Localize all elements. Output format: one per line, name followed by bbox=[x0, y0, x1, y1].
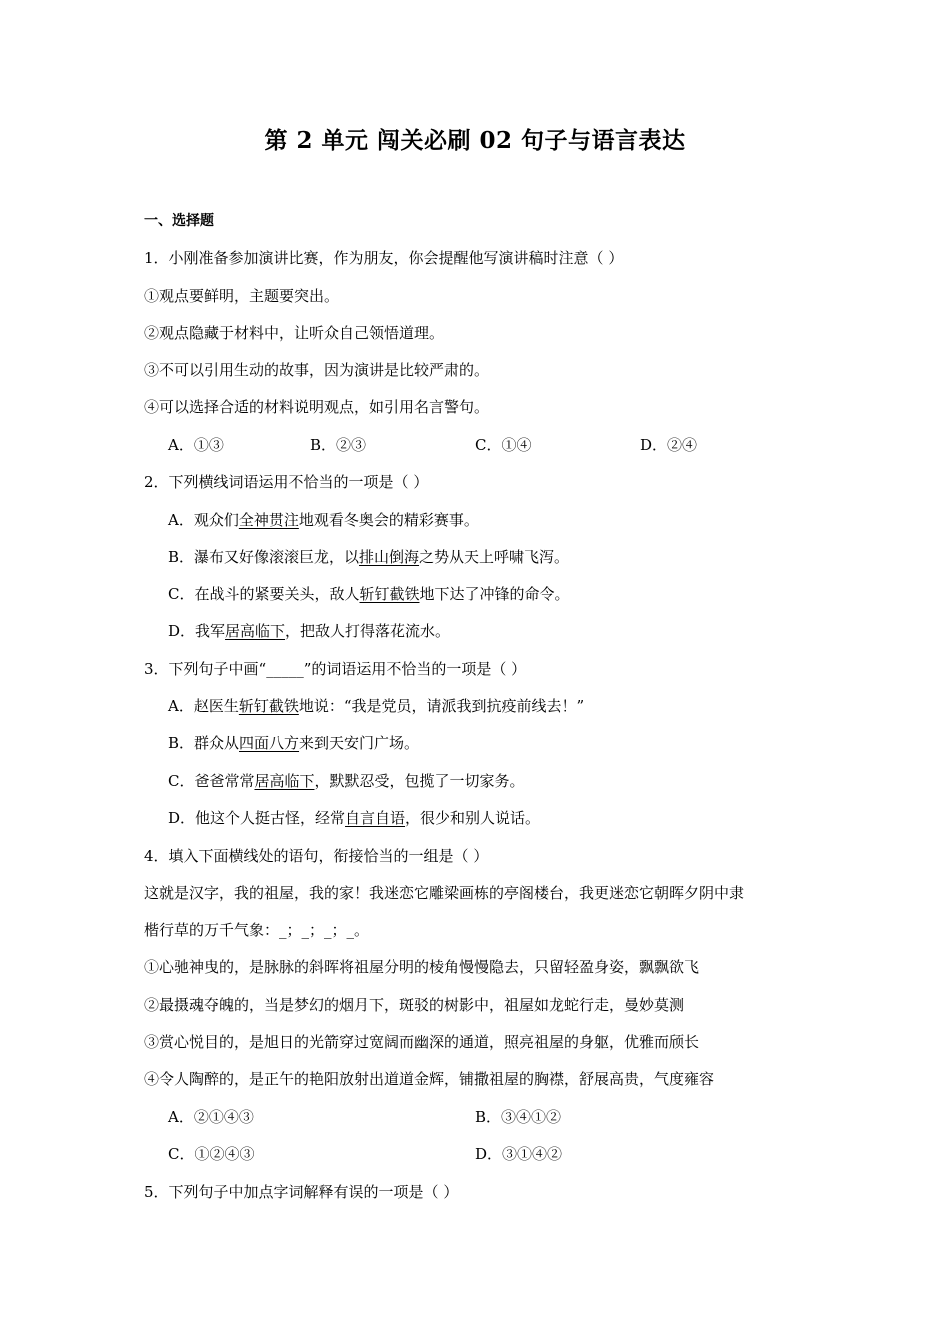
question-4-passage-line-2: 楷行草的万千气象：_；_；_；_。 bbox=[144, 921, 370, 939]
option-text: B．瀑布又好像滚滚巨龙，以 bbox=[168, 548, 360, 566]
question-1-item-3: ③不可以引用生动的故事，因为演讲是比较严肃的。 bbox=[144, 361, 490, 379]
question-4-option-c: C．①②④③ bbox=[168, 1145, 255, 1163]
option-text: 来到天安门广场。 bbox=[299, 734, 420, 752]
question-4-item-4: ④令人陶醉的，是正午的艳阳放射出道道金辉，铺撒祖屋的胸襟，舒展高贵，气度雍容 bbox=[144, 1070, 715, 1088]
question-1-option-a: A．①③ bbox=[168, 436, 224, 454]
question-3-stem: 3．下列句子中画“_____”的词语运用不恰当的一项是（ ） bbox=[144, 660, 527, 678]
option-text: 地下达了冲锋的命令。 bbox=[419, 585, 570, 603]
underlined-phrase: 四面八方 bbox=[239, 734, 300, 752]
question-1-item-1: ①观点要鲜明，主题要突出。 bbox=[144, 287, 340, 305]
underlined-phrase: 斩钉截铁 bbox=[359, 585, 420, 603]
underlined-phrase: 排山倒海 bbox=[359, 548, 420, 566]
option-text: 地说：“我是党员，请派我到抗疫前线去！” bbox=[298, 697, 585, 715]
page-title: 第 2 单元 闯关必刷 02 句子与语言表达 bbox=[264, 127, 686, 154]
question-2-option-d bbox=[168, 621, 450, 641]
option-text: ，把敌人打得落花流水。 bbox=[285, 622, 451, 640]
underlined-phrase: 居高临下 bbox=[254, 772, 315, 790]
question-4-item-1: ①心驰神曳的，是脉脉的斜晖将祖屋分明的棱角慢慢隐去，只留轻盈身姿，飘飘欲飞 bbox=[144, 958, 700, 976]
option-text: 地观看冬奥会的精彩赛事。 bbox=[298, 511, 479, 529]
question-4-stem: 4．填入下面横线处的语句，衔接恰当的一组是（ ） bbox=[144, 847, 489, 865]
question-2-stem: 2．下列横线词语运用不恰当的一项是（ ） bbox=[144, 473, 429, 491]
underlined-phrase: 斩钉截铁 bbox=[238, 697, 299, 715]
option-text: ，默默忍受，包揽了一切家务。 bbox=[314, 772, 525, 790]
underlined-phrase: 自言自语 bbox=[345, 809, 406, 827]
question-1-option-c: C．①④ bbox=[475, 436, 532, 454]
question-3-option-c bbox=[168, 771, 525, 791]
question-4-item-3: ③赏心悦目的，是旭日的光箭穿过宽阔而幽深的通道，照亮祖屋的身躯，优雅而颀长 bbox=[144, 1033, 700, 1051]
question-4-option-d: D．③①④② bbox=[475, 1145, 563, 1163]
question-3-option-d bbox=[168, 808, 540, 828]
option-text: 之势从天上呼啸飞泻。 bbox=[419, 548, 570, 566]
question-1-item-4: ④可以选择合适的材料说明观点，如引用名言警句。 bbox=[144, 398, 490, 416]
question-1-stem: 1．小刚准备参加演讲比赛，作为朋友，你会提醒他写演讲稿时注意（ ） bbox=[144, 249, 624, 267]
underlined-phrase: 全神贯注 bbox=[238, 511, 299, 529]
question-2-option-c bbox=[168, 584, 570, 604]
option-text: C．在战斗的紧要关头，敌人 bbox=[168, 585, 360, 603]
option-text: D．我军 bbox=[168, 622, 226, 640]
question-1-option-b: B．②③ bbox=[310, 436, 367, 454]
option-text: D．他这个人挺古怪，经常 bbox=[168, 809, 346, 827]
question-3-option-a bbox=[168, 696, 584, 716]
section-heading: 一、选择题 bbox=[144, 213, 214, 229]
question-4-option-a: A．②①④③ bbox=[168, 1108, 254, 1126]
question-4-item-2: ②最摄魂夺魄的，当是梦幻的烟月下，斑驳的树影中，祖屋如龙蛇行走，曼妙莫测 bbox=[144, 996, 685, 1014]
question-3-option-b bbox=[168, 733, 419, 753]
underlined-phrase: 居高临下 bbox=[225, 622, 286, 640]
option-text: ，很少和别人说话。 bbox=[405, 809, 541, 827]
question-1-option-d: D．②④ bbox=[640, 436, 698, 454]
question-5-stem: 5．下列句子中加点字词解释有误的一项是（ ） bbox=[144, 1183, 459, 1201]
question-4-passage-line-1: 这就是汉字，我的祖屋，我的家！我迷恋它雕梁画栋的亭阁楼台，我更迷恋它朝晖夕阴中隶 bbox=[144, 884, 745, 902]
question-2-option-b bbox=[168, 547, 569, 567]
option-text: B．群众从 bbox=[168, 734, 240, 752]
option-text: A．赵医生 bbox=[168, 697, 239, 715]
question-1-item-2: ②观点隐藏于材料中，让听众自己领悟道理。 bbox=[144, 324, 445, 342]
option-text: A．观众们 bbox=[168, 511, 239, 529]
question-4-option-b: B．③④①② bbox=[475, 1108, 562, 1126]
option-text: C．爸爸常常 bbox=[168, 772, 255, 790]
question-2-option-a bbox=[168, 510, 479, 530]
